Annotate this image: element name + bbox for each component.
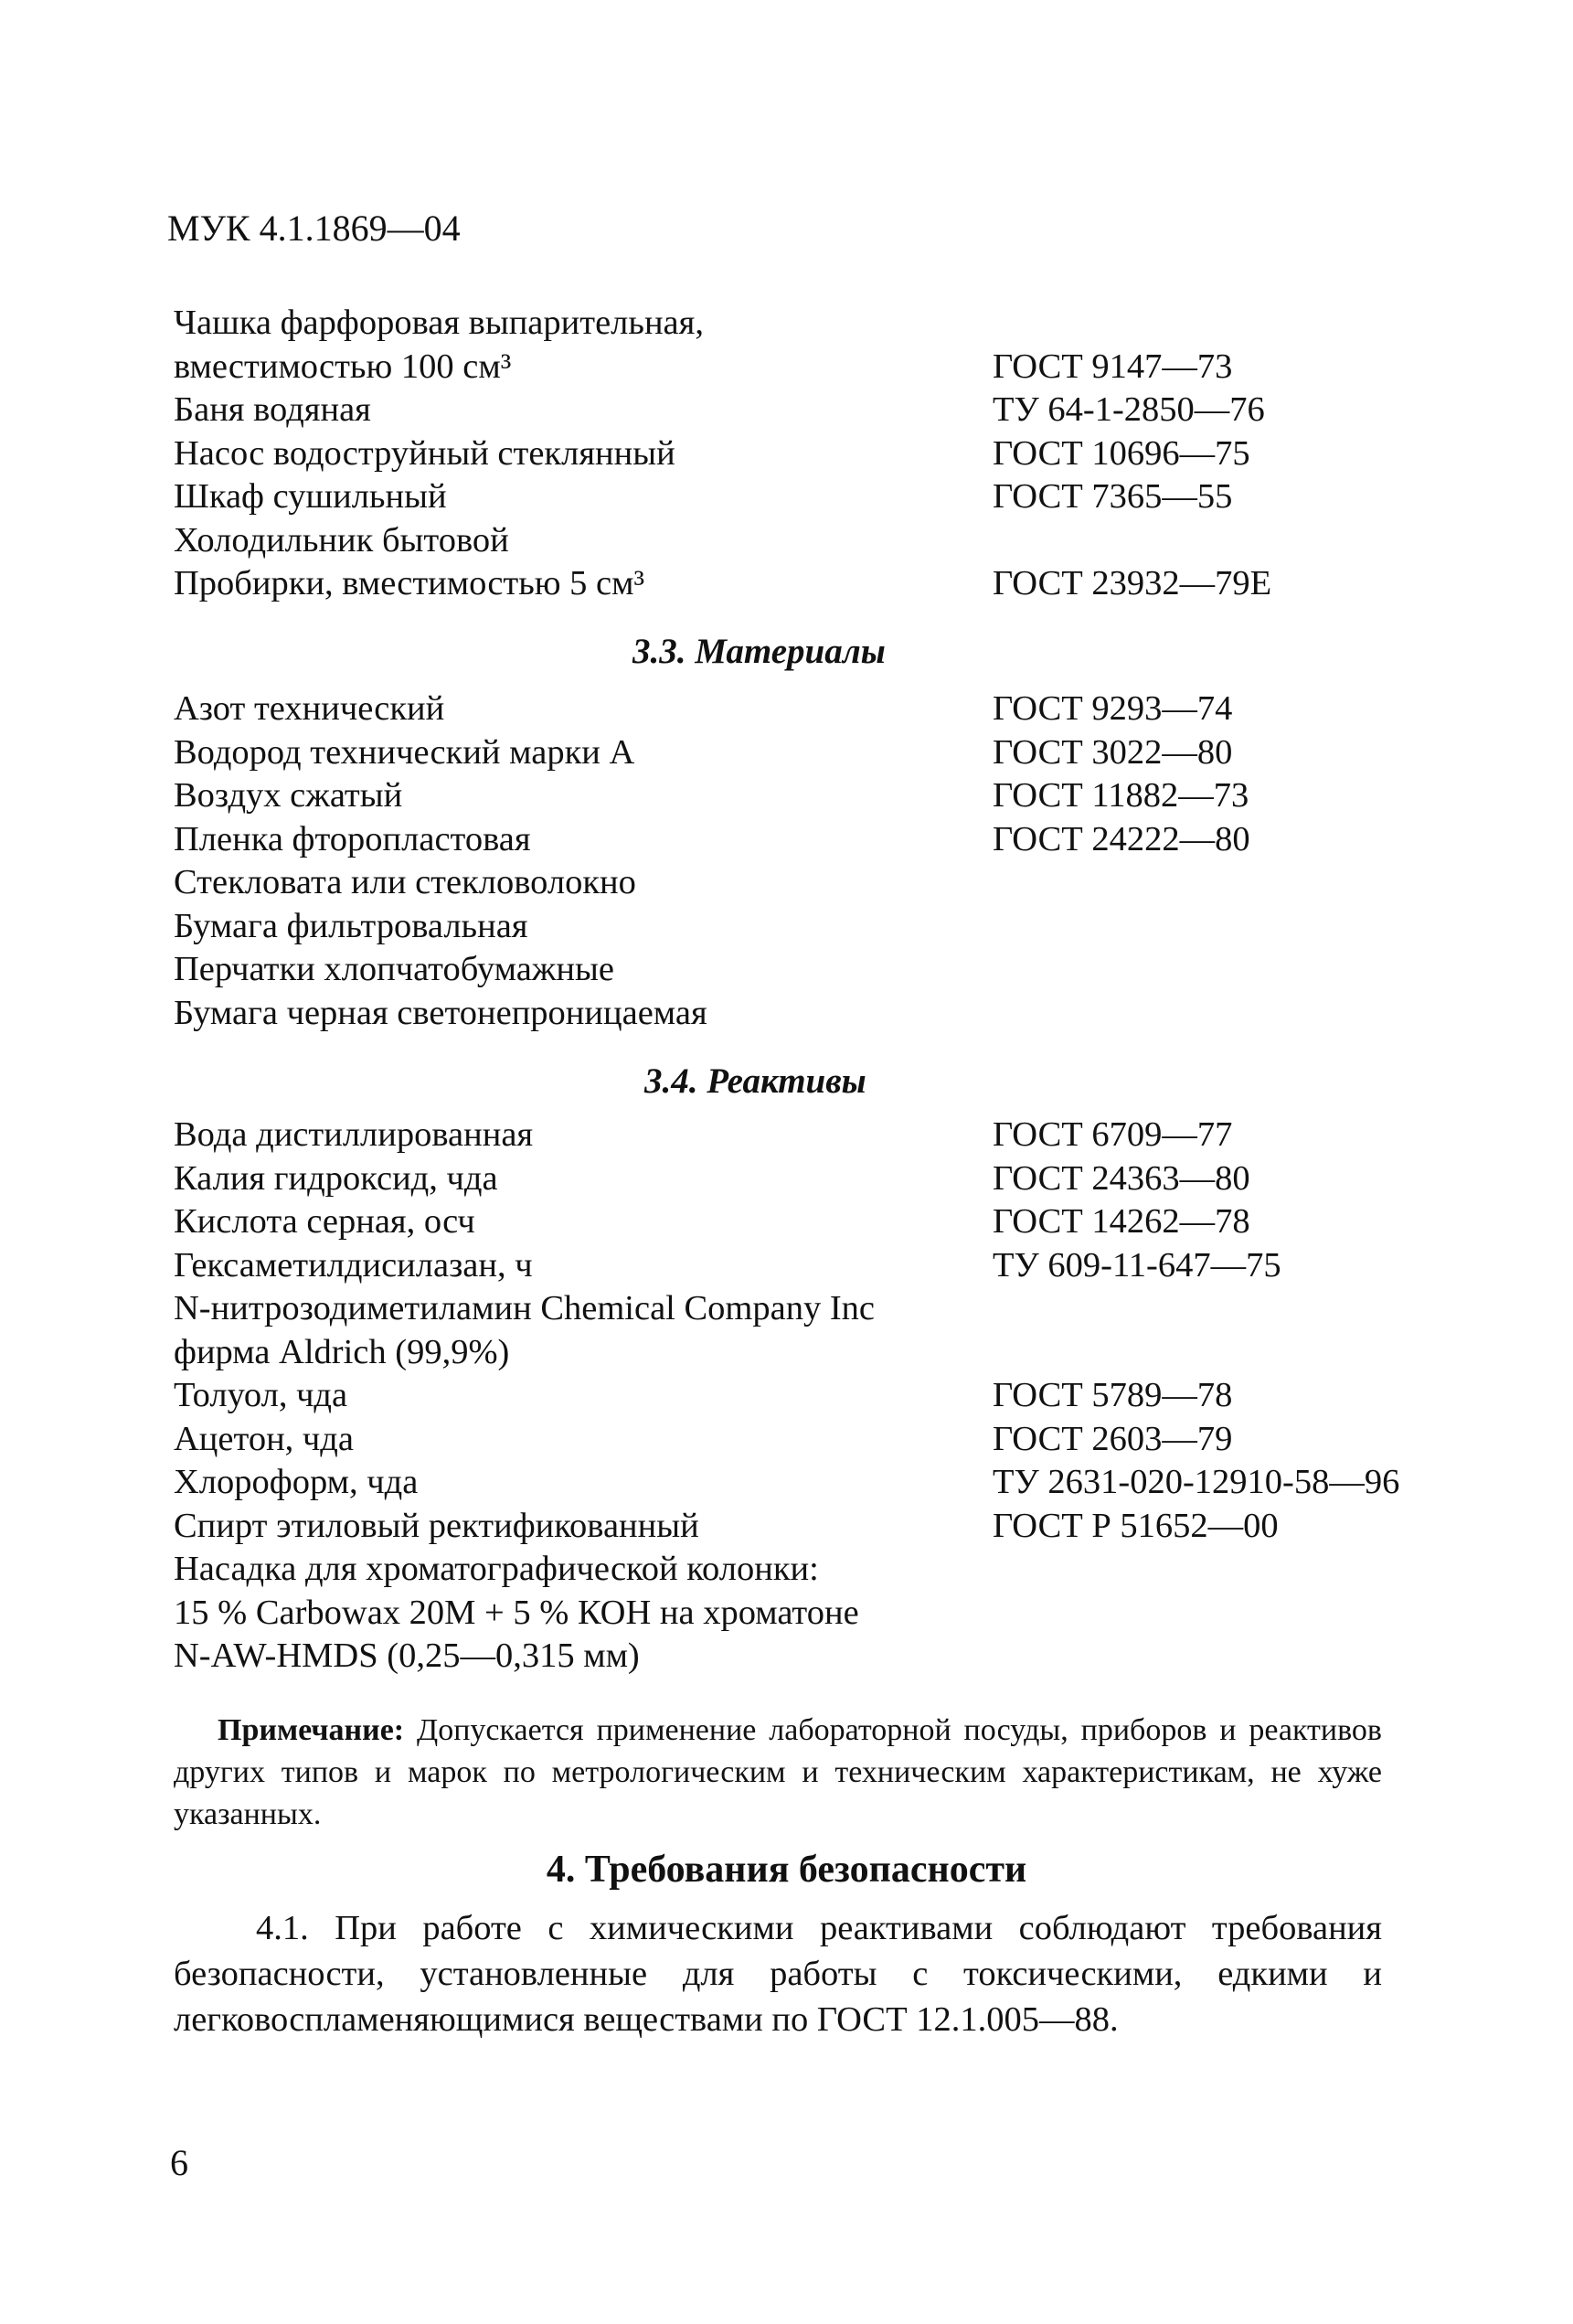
item-standard: ТУ 2631-020-12910-58—96 xyxy=(993,1463,1400,1501)
equipment-row xyxy=(174,519,1472,563)
item-standard: ГОСТ 11882—73 xyxy=(993,776,1249,815)
page-number: 6 xyxy=(170,2142,188,2183)
reagent-row xyxy=(174,1200,1472,1244)
item-standard: ГОСТ 6709—77 xyxy=(993,1115,1233,1154)
item-name: Калия гидроксид, чда xyxy=(174,1158,498,1198)
item-standard: ГОСТ 14262—78 xyxy=(993,1202,1250,1241)
reagents-list xyxy=(174,1114,1472,1679)
section-4-heading: 4. Требования безопасности xyxy=(546,1849,1027,1891)
item-name: Перчатки хлопчатобумажные xyxy=(174,950,614,988)
material-row xyxy=(174,731,1472,775)
note-label: Примечание: xyxy=(218,1713,405,1747)
document-code-header: МУК 4.1.1869—04 xyxy=(167,208,461,249)
item-name: Пробирки, вместимостью 5 см³ xyxy=(174,564,645,602)
materials-list xyxy=(174,688,1472,1035)
reagent-row xyxy=(174,1548,1472,1592)
reagent-row xyxy=(174,1114,1472,1157)
item-name: N-AW-HMDS (0,25—0,315 мм) xyxy=(174,1636,640,1675)
material-row xyxy=(174,774,1472,818)
material-row xyxy=(174,992,1472,1036)
item-name: Кислота серная, осч xyxy=(174,1202,475,1241)
item-name: Насос водоструйный стеклянный xyxy=(174,433,675,473)
item-name: Азот технический xyxy=(174,689,445,728)
reagent-row xyxy=(174,1461,1472,1505)
material-row xyxy=(174,948,1472,992)
equipment-row xyxy=(174,346,1472,389)
equipment-row xyxy=(174,302,1472,346)
item-name: Бумага фильтровальная xyxy=(174,906,528,945)
item-name: Холодильник бытовой xyxy=(174,520,509,560)
reagent-row xyxy=(174,1418,1472,1462)
item-name: Водород технический марки А xyxy=(174,732,635,772)
section-4-paragraph: 4.1. При работе с химическими реактивами соблюдают требования безопасности, установленные для работы с токсическими, едкими и легковоспламеняющимися веществами по ГОСТ 12.1.005—88. xyxy=(174,1909,1382,2039)
item-name: Спирт этиловый ректификованный xyxy=(174,1506,699,1545)
item-name: N-нитрозодиметиламин Chemical Company Inc xyxy=(174,1289,875,1327)
material-row xyxy=(174,818,1472,862)
item-standard: ГОСТ 2603—79 xyxy=(993,1419,1233,1458)
item-name: Баня водяная xyxy=(174,390,371,429)
item-name: фирма Aldrich (99,9%) xyxy=(174,1332,510,1371)
item-standard: ТУ 64-1-2850—76 xyxy=(993,390,1265,429)
reagent-row xyxy=(174,1635,1472,1679)
note-paragraph xyxy=(174,1710,1382,1836)
item-name: Гексаметилдисилазан, ч xyxy=(174,1245,533,1285)
item-standard: ГОСТ 10696—75 xyxy=(993,433,1250,473)
reagent-row xyxy=(174,1505,1472,1549)
item-standard: ГОСТ Р 51652—00 xyxy=(993,1506,1279,1545)
item-name: Насадка для хроматографической колонки: xyxy=(174,1550,819,1588)
reagents-heading: 3.4. Реактивы xyxy=(644,1061,866,1101)
equipment-row xyxy=(174,432,1472,476)
equipment-list xyxy=(174,302,1472,606)
item-name: Пленка фторопластовая xyxy=(174,819,531,858)
item-name: Стекловата или стекловолокно xyxy=(174,863,636,901)
item-name: Толуол, чда xyxy=(174,1376,348,1414)
equipment-row xyxy=(174,475,1472,519)
reagent-row xyxy=(174,1592,1472,1636)
item-standard: ГОСТ 3022—80 xyxy=(993,732,1233,772)
item-name: Вода дистиллированная xyxy=(174,1115,534,1154)
item-name: Хлороформ, чда xyxy=(174,1463,419,1501)
item-standard: ТУ 609-11-647—75 xyxy=(993,1245,1281,1285)
reagent-row xyxy=(174,1244,1472,1288)
note-text: Допускается применение лабораторной посуды, приборов и реактивов других типов и марок по метрологическим и техническим характеристикам, не хуже указанных. xyxy=(174,1713,1382,1831)
item-standard: ГОСТ 23932—79Е xyxy=(993,564,1272,602)
material-row xyxy=(174,688,1472,731)
item-standard: ГОСТ 5789—78 xyxy=(993,1376,1233,1414)
reagent-row xyxy=(174,1374,1472,1418)
item-name: Бумага черная светонепроницаемая xyxy=(174,993,707,1032)
item-name: Шкаф сушильный xyxy=(174,477,447,516)
item-name: 15 % Carbowax 20M + 5 % КОН на хроматоне xyxy=(174,1593,859,1632)
item-standard: ГОСТ 24222—80 xyxy=(993,819,1250,858)
reagent-row xyxy=(174,1331,1472,1375)
material-row xyxy=(174,861,1472,905)
item-name: Ацетон, чда xyxy=(174,1419,354,1458)
item-standard: ГОСТ 9293—74 xyxy=(993,689,1233,728)
item-name: Воздух сжатый xyxy=(174,776,403,815)
item-standard: ГОСТ 24363—80 xyxy=(993,1158,1250,1198)
item-standard: ГОСТ 7365—55 xyxy=(993,477,1233,516)
equipment-row xyxy=(174,562,1472,606)
reagent-row xyxy=(174,1287,1472,1331)
item-standard: ГОСТ 9147—73 xyxy=(993,346,1233,386)
materials-heading: 3.3. Материалы xyxy=(632,632,886,671)
item-name: вместимостью 100 см³ xyxy=(174,346,512,386)
material-row xyxy=(174,905,1472,949)
reagent-row xyxy=(174,1157,1472,1201)
equipment-row xyxy=(174,389,1472,432)
item-name: Чашка фарфоровая выпарительная, xyxy=(174,304,704,342)
